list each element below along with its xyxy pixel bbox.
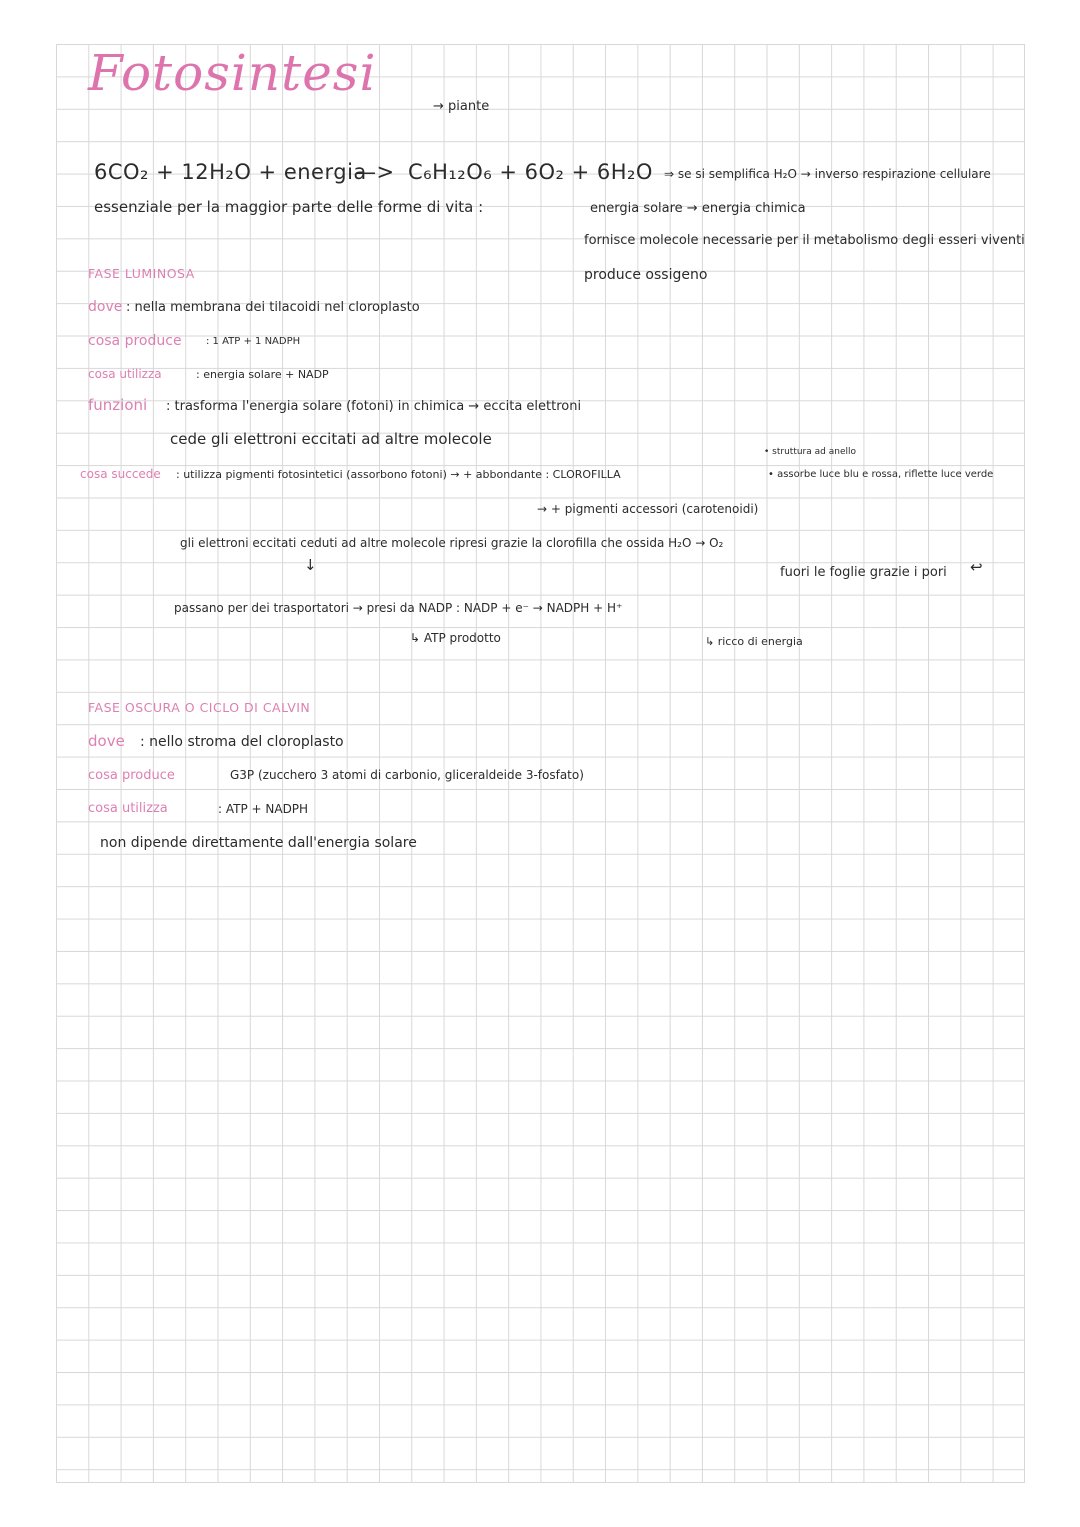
light-funzioni-text-2: cede gli elettroni eccitati ad altre molecole xyxy=(170,430,492,448)
light-utilizza-text: : energia solare + NADP xyxy=(196,368,329,381)
light-succede-label: cosa succede xyxy=(80,467,161,481)
dark-dove-label: dove xyxy=(88,732,125,750)
dark-utilizza-text: : ATP + NADPH xyxy=(218,802,309,816)
light-dove-label: dove xyxy=(88,299,123,315)
accessory-pigments: → + pigmenti accessori (carotenoidi) xyxy=(537,502,759,516)
equation-products: C₆H₁₂O₆ + 6O₂ + 6H₂O xyxy=(408,160,653,184)
light-phase-heading: FASE LUMINOSA xyxy=(88,266,195,281)
light-produce-label: cosa produce xyxy=(88,333,182,349)
equation-arrow: —> xyxy=(355,160,395,184)
dark-note: non dipende direttamente dall'energia solare xyxy=(100,835,417,851)
chlorophyll-note-2: • assorbe luce blu e rossa, riflette luce verde xyxy=(768,469,994,480)
light-dove-text: : nella membrana dei tilacoidi nel cloroplasto xyxy=(126,300,420,315)
equation-note: ⇒ se si semplifica H₂O → inverso respirazione cellulare xyxy=(664,167,991,181)
dark-utilizza-label: cosa utilizza xyxy=(88,801,168,816)
title-note: → piante xyxy=(433,99,490,114)
atp-produced: ↳ ATP prodotto xyxy=(410,631,501,645)
essential-point-3: produce ossigeno xyxy=(584,267,708,283)
chlorophyll-note-1: • struttura ad anello xyxy=(764,447,856,457)
essential-point-2: fornisce molecole necessarie per il metabolismo degli esseri viventi xyxy=(584,233,1025,248)
grid-paper-sheet xyxy=(56,44,1025,1483)
light-produce-text: : 1 ATP + 1 NADPH xyxy=(206,336,301,347)
curve-arrow: ↩ xyxy=(970,558,983,576)
light-funzioni-text: : trasforma l'energia solare (fotoni) in chimica → eccita elettroni xyxy=(166,399,582,414)
down-arrow: ↓ xyxy=(304,556,317,574)
dark-phase-heading: FASE OSCURA O CICLO DI CALVIN xyxy=(88,700,311,715)
light-succede-text: : utilizza pigmenti fotosintetici (assorbono fotoni) → + abbondante : CLOROFILLA xyxy=(176,468,621,481)
equation-reactants: 6CO₂ + 12H₂O + energia xyxy=(94,160,367,184)
dark-dove-text: : nello stroma del cloroplasto xyxy=(140,734,344,750)
dark-produce-label: cosa produce xyxy=(88,768,175,783)
transport-line: passano per dei trasportatori → presi da NADP : NADP + e⁻ → NADPH + H⁺ xyxy=(174,601,623,615)
leaves-note: fuori le foglie grazie i pori xyxy=(780,565,947,580)
light-funzioni-label: funzioni xyxy=(88,396,148,414)
energy-rich: ↳ ricco di energia xyxy=(705,635,803,648)
page-title: Fotosintesi xyxy=(88,44,377,102)
electrons-line: gli elettroni eccitati ceduti ad altre molecole ripresi grazie la clorofilla che ossida H₂O → O₂ xyxy=(180,536,724,550)
essential-point-1: energia solare → energia chimica xyxy=(590,201,806,216)
essential-label: essenziale per la maggior parte delle forme di vita : xyxy=(94,198,484,216)
light-utilizza-label: cosa utilizza xyxy=(88,367,162,381)
dark-produce-text: G3P (zucchero 3 atomi di carbonio, gliceraldeide 3-fosfato) xyxy=(230,768,584,782)
